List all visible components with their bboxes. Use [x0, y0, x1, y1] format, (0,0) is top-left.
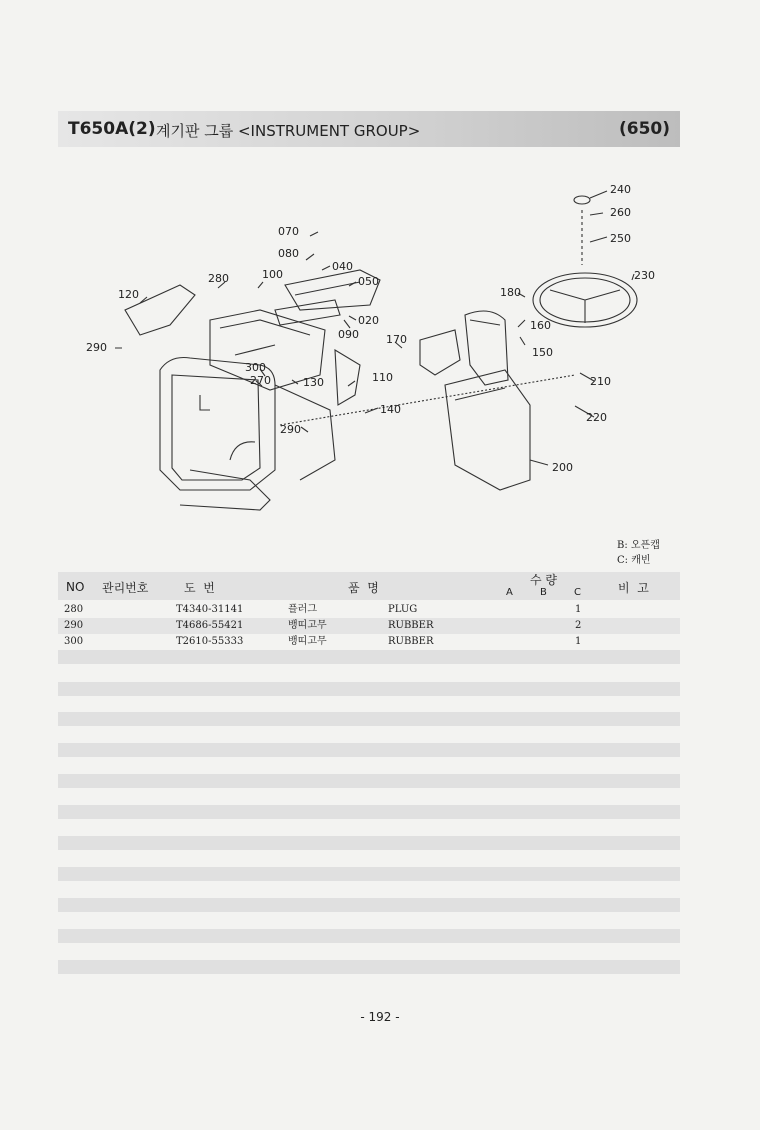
section-code: (650) — [618, 119, 670, 139]
row-name-kr: 플러그 — [288, 604, 317, 615]
callout-label: 280 — [208, 272, 229, 285]
callout-label: 110 — [372, 371, 393, 384]
header-mgmt-number: 관리번호 — [102, 581, 149, 595]
callout-label: 290 — [280, 423, 301, 436]
section-title: 계기판 그룹 <INSTRUMENT GROUP> — [156, 122, 421, 140]
header-part-name: 품 명 — [348, 581, 379, 595]
callout-label: 290 — [86, 341, 107, 354]
callout-label: 220 — [586, 411, 607, 424]
callout-labels — [86, 183, 655, 474]
parts-table — [58, 602, 680, 650]
empty-row-stripe — [58, 960, 680, 974]
row-name-en: RUBBER — [388, 636, 434, 647]
title-bar — [58, 111, 680, 147]
row-name-en: PLUG — [388, 604, 418, 615]
table-header — [58, 572, 680, 600]
callout-label: 050 — [358, 275, 379, 288]
exploded-parts-diagram — [60, 170, 700, 530]
callout-label: 130 — [303, 376, 324, 389]
row-name-kr: 뱅띠고무 — [288, 620, 327, 631]
row-part-number: T4686-55421 — [176, 620, 244, 631]
table-row — [58, 602, 680, 618]
empty-row-stripe — [58, 743, 680, 757]
legend-c: C: 캐빈 — [617, 555, 651, 566]
row-no: 300 — [64, 636, 84, 647]
callout-label: 260 — [610, 206, 631, 219]
callout-label: 020 — [358, 314, 379, 327]
table-row — [58, 634, 680, 650]
empty-row-stripe — [58, 774, 680, 788]
row-part-number: T2610-55333 — [176, 636, 244, 647]
callout-label: 070 — [278, 225, 299, 238]
callout-label: 160 — [530, 319, 551, 332]
empty-row-stripe — [58, 650, 680, 664]
header-remarks: 비 고 — [618, 581, 649, 595]
empty-row-stripe — [58, 682, 680, 696]
callout-label: 200 — [552, 461, 573, 474]
header-qty-c: C — [574, 587, 581, 598]
row-name-kr: 뱅띠고무 — [288, 636, 327, 647]
empty-row-stripe — [58, 867, 680, 881]
callout-label: 080 — [278, 247, 299, 260]
callout-label: 230 — [634, 269, 655, 282]
callout-label: 250 — [610, 232, 631, 245]
header-quantity: 수 량 — [530, 573, 557, 587]
callout-label: 240 — [610, 183, 631, 196]
legend-b: B: 오픈캡 — [617, 540, 660, 551]
callout-label: 120 — [118, 288, 139, 301]
row-no: 290 — [64, 620, 84, 631]
table-row — [58, 618, 680, 634]
callout-label: 140 — [380, 403, 401, 416]
callout-label: 100 — [262, 268, 283, 281]
row-qty-c: 1 — [575, 604, 582, 615]
row-name-en: RUBBER — [388, 620, 434, 631]
callout-label: 090 — [338, 328, 359, 341]
header-no: NO — [66, 580, 85, 594]
header-qty-b: B — [540, 587, 547, 598]
legend — [617, 538, 660, 568]
callout-label: 180 — [500, 286, 521, 299]
empty-row-stripe — [58, 805, 680, 819]
empty-row-stripe — [58, 836, 680, 850]
empty-row-stripe — [58, 898, 680, 912]
empty-row-stripe — [58, 929, 680, 943]
callout-label: 300 — [245, 361, 266, 374]
callout-label: 270 — [250, 374, 271, 387]
callout-label: 040 — [332, 260, 353, 273]
page-number: - 192 - — [360, 1010, 400, 1024]
callout-label: 210 — [590, 375, 611, 388]
diagram-drawing — [60, 170, 700, 530]
header-drawing-number: 도 번 — [184, 581, 215, 595]
callout-label: 150 — [532, 346, 553, 359]
row-no: 280 — [64, 604, 84, 615]
empty-row-stripe — [58, 712, 680, 726]
header-qty-a: A — [506, 587, 513, 598]
model-code: T650A(2) — [68, 119, 156, 139]
callout-label: 170 — [386, 333, 407, 346]
row-qty-c: 2 — [575, 620, 582, 631]
row-part-number: T4340-31141 — [176, 604, 244, 615]
row-qty-c: 1 — [575, 636, 582, 647]
